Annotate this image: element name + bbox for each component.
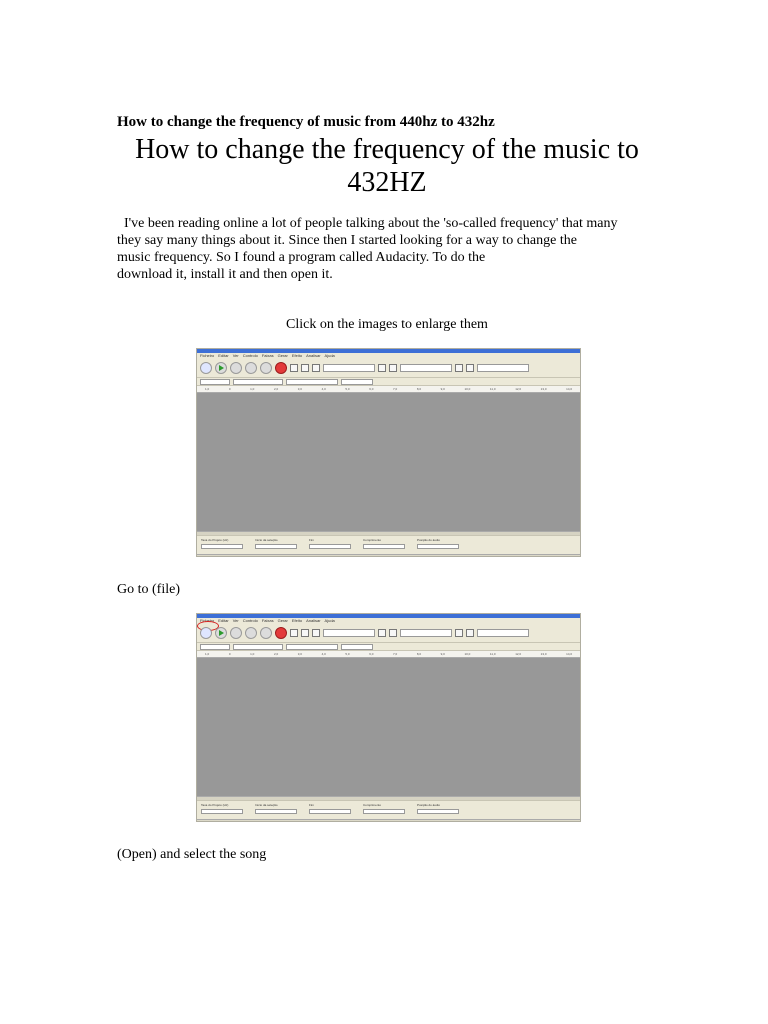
playback-meter — [323, 364, 375, 372]
selection-end-field — [309, 544, 351, 549]
menu-item: Editar — [218, 353, 229, 358]
menu-item: Analisar — [306, 618, 321, 623]
selection-length-field — [363, 809, 405, 814]
selection-start-field — [255, 544, 297, 549]
edit-tool-icon — [378, 364, 386, 372]
ruler-tick: 3,0 — [297, 387, 302, 391]
volume-slider — [477, 629, 529, 637]
page-title: How to change the frequency of music from 440hz to 432hz — [117, 114, 495, 130]
ruler-tick: 8,0 — [416, 652, 421, 656]
track-area — [197, 658, 580, 796]
ruler-tick: 5,0 — [345, 387, 350, 391]
selection-label: Fim — [309, 803, 314, 807]
ruler-tick: 1,0 — [205, 652, 210, 656]
ruler-tick: 12,0 — [515, 652, 522, 656]
ruler-tick: 14,0 — [566, 387, 572, 391]
transport-toolbar — [197, 359, 580, 378]
menu-item-file: Ficheiro — [200, 618, 215, 623]
ruler-tick: 11,0 — [489, 652, 496, 656]
project-rate-field — [201, 809, 243, 814]
heading-line-1: How to change the frequency of the music to — [135, 134, 639, 165]
ruler-tick: 10,0 — [464, 652, 471, 656]
menu-item: Ajuda — [324, 353, 335, 358]
input-device-select — [286, 379, 338, 385]
heading-line-2: 432HZ — [347, 167, 427, 198]
audio-position-field — [417, 544, 459, 549]
ruler-tick: 1,0 — [250, 387, 255, 391]
channels-select — [341, 379, 373, 385]
selection-start-field — [255, 809, 297, 814]
menu-item: Controlo — [242, 618, 258, 623]
ruler-tick: 12,0 — [515, 387, 522, 391]
skip-end-icon — [260, 627, 272, 639]
audacity-screenshot-file-menu[interactable] — [196, 613, 581, 822]
edit-tool-icon — [378, 629, 386, 637]
selection-label: Fim — [309, 538, 314, 542]
play-icon — [215, 627, 227, 639]
status-bar — [197, 554, 580, 557]
track-area — [197, 393, 580, 531]
ruler-tick: 6,0 — [369, 387, 374, 391]
envelope-tool-icon — [301, 629, 309, 637]
envelope-tool-icon — [301, 364, 309, 372]
ruler-tick: 2,0 — [273, 387, 279, 391]
skip-end-icon — [260, 362, 272, 374]
zoom-tool-icon — [466, 364, 474, 372]
selection-toolbar — [197, 535, 580, 554]
selection-label: Taxa do Projeto (Hz) — [201, 538, 229, 542]
edit-tool-icon — [389, 629, 397, 637]
ruler-tick: 3,0 — [297, 652, 302, 656]
skip-start-icon — [245, 362, 257, 374]
intro-paragraph — [117, 215, 637, 283]
menu-item: Ajuda — [324, 618, 335, 623]
device-toolbar — [197, 378, 580, 386]
document-heading — [117, 133, 657, 199]
ruler-tick: 6,0 — [369, 652, 374, 656]
ruler-tick: 4,0 — [321, 652, 326, 656]
ruler-tick: 1,0 — [250, 652, 255, 656]
selection-length-field — [363, 544, 405, 549]
pause-icon — [200, 627, 212, 639]
menu-item: Ver — [232, 618, 239, 623]
zoom-tool-icon — [455, 629, 463, 637]
edit-tool-icon — [389, 364, 397, 372]
transport-toolbar — [197, 624, 580, 643]
selection-label: Início da seleção — [255, 803, 278, 807]
draw-tool-icon — [312, 364, 320, 372]
selection-tool-icon — [290, 629, 298, 637]
record-icon — [275, 362, 287, 374]
menu-item: Controlo — [242, 353, 258, 358]
zoom-tool-icon — [466, 629, 474, 637]
menu-item: Analisar — [306, 353, 321, 358]
menu-item: Ficheiro — [200, 353, 215, 358]
pause-icon — [200, 362, 212, 374]
ruler-tick: 2,0 — [273, 652, 279, 656]
ruler-tick: 13,0 — [540, 387, 547, 391]
selection-label: Posição do áudio — [417, 803, 441, 807]
ruler-tick: 7,0 — [393, 387, 398, 391]
channels-select — [341, 644, 373, 650]
menu-item: Gerar — [277, 353, 288, 358]
ruler-tick: 13,0 — [540, 652, 547, 656]
menu-item: Ver — [232, 353, 239, 358]
selection-label: Comprimento — [363, 803, 382, 807]
volume-slider — [477, 364, 529, 372]
timeline-ruler — [197, 386, 580, 393]
ruler-tick: 1,0 — [205, 387, 210, 391]
ruler-tick: 14,0 — [566, 652, 572, 656]
device-toolbar — [197, 643, 580, 651]
menu-item: Efeito — [291, 353, 303, 358]
menu-item: Efeito — [291, 618, 303, 623]
intro-line: they say many things about it. Since then I started looking for a way to change the — [117, 233, 577, 248]
input-device-select — [286, 644, 338, 650]
menu-item: Faixas — [261, 618, 274, 623]
play-icon — [215, 362, 227, 374]
playback-meter — [323, 629, 375, 637]
stop-icon — [230, 362, 242, 374]
output-device-select — [233, 644, 283, 650]
selection-end-field — [309, 809, 351, 814]
ruler-tick: 0 — [228, 652, 231, 656]
timeline-ruler — [197, 651, 580, 658]
selection-label: Taxa do Projeto (Hz) — [201, 803, 229, 807]
zoom-tool-icon — [455, 364, 463, 372]
draw-tool-icon — [312, 629, 320, 637]
ruler-tick: 4,0 — [321, 387, 326, 391]
output-device-select — [233, 379, 283, 385]
intro-line: music frequency. So I found a program called Audacity. To do the — [117, 250, 486, 265]
host-select — [200, 644, 230, 650]
record-meter — [400, 364, 452, 372]
selection-label: Comprimento — [363, 538, 382, 542]
intro-line: I've been reading online a lot of people talking about the 'so-called frequency' that many — [117, 216, 618, 231]
images-caption: Click on the images to enlarge them — [286, 317, 488, 332]
selection-tool-icon — [290, 364, 298, 372]
host-select — [200, 379, 230, 385]
selection-toolbar — [197, 800, 580, 819]
record-icon — [275, 627, 287, 639]
skip-start-icon — [245, 627, 257, 639]
ruler-tick: 0 — [228, 387, 231, 391]
audio-position-field — [417, 809, 459, 814]
step-open-select-song: (Open) and select the song — [117, 847, 267, 862]
ruler-tick: 5,0 — [345, 652, 350, 656]
project-rate-field — [201, 544, 243, 549]
audacity-screenshot[interactable] — [196, 348, 581, 557]
menu-item: Editar — [218, 618, 229, 623]
ruler-tick: 8,0 — [416, 387, 421, 391]
ruler-tick: 9,0 — [440, 387, 445, 391]
ruler-tick: 7,0 — [393, 652, 398, 656]
selection-label: Posição do áudio — [417, 538, 441, 542]
record-meter — [400, 629, 452, 637]
stop-icon — [230, 627, 242, 639]
ruler-tick: 9,0 — [440, 652, 445, 656]
status-bar — [197, 819, 580, 822]
ruler-tick: 10,0 — [464, 387, 471, 391]
step-go-to-file: Go to (file) — [117, 582, 180, 597]
selection-label: Início da seleção — [255, 538, 278, 542]
intro-line: download it, install it and then open it. — [117, 267, 333, 282]
menu-item: Gerar — [277, 618, 288, 623]
menu-item: Faixas — [261, 353, 274, 358]
ruler-tick: 11,0 — [489, 387, 496, 391]
